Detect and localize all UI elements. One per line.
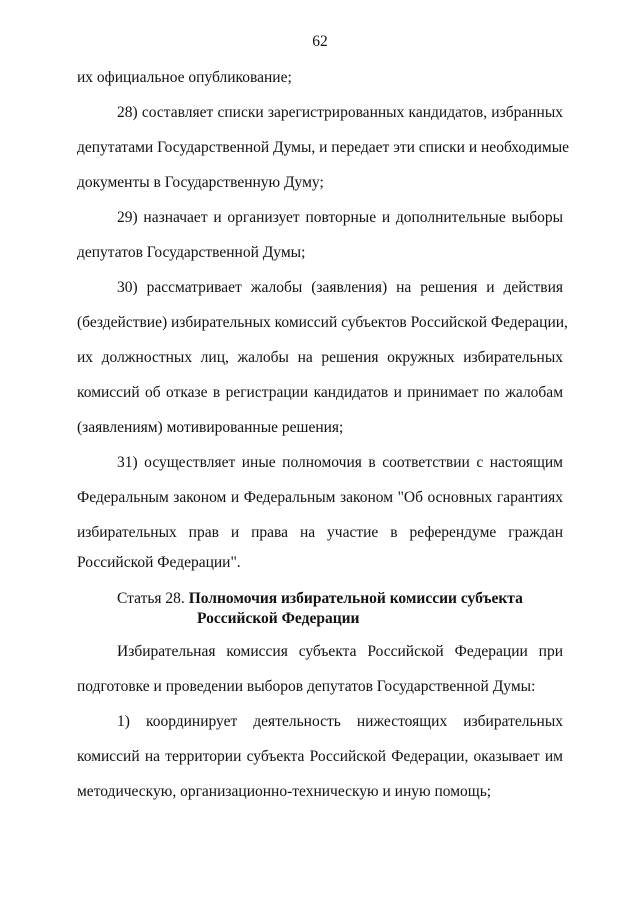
item-29-line-1: 29) назначает и организует повторные и дополнительные выборы [117, 209, 563, 226]
article-number: Статья 28. [117, 590, 185, 607]
item-31-line-4: Российской Федерации". [77, 554, 241, 571]
item-28-line-2: депутатами Государственной Думы, и передает эти списки и необходимые [77, 139, 569, 156]
item-31-line-1: 31) осуществляет иные полномочия в соответствии с настоящим [117, 454, 563, 471]
article-heading [117, 589, 577, 629]
item-28-line-1: 28) составляет списки зарегистрированных кандидатов, избранных [117, 104, 563, 121]
item-31-line-2: Федеральным законом и Федеральным законом "Об основных гарантиях [77, 489, 563, 506]
item-30-line-3: их должностных лиц, жалобы на решения окружных избирательных [77, 349, 563, 366]
text-line: их официальное опубликование; [77, 69, 292, 86]
item-1-line-1: 1) координирует деятельность нижестоящих избирательных [117, 713, 563, 730]
item-29-line-2: депутатов Государственной Думы; [77, 244, 306, 261]
item-30-line-1: 30) рассматривает жалобы (заявления) на решения и действия [117, 279, 563, 296]
article-title-line-1: Полномочия избирательной комиссии субъекта [188, 590, 523, 607]
item-31-line-3: избирательных прав и права на участие в референдуме граждан [77, 524, 563, 541]
item-1-line-2: комиссий на территории субъекта Российской Федерации, оказывает им [77, 748, 563, 765]
page-number: 62 [312, 33, 328, 50]
item-30-line-5: (заявлениям) мотивированные решения; [77, 419, 344, 436]
article-28-intro-line-2: подготовке и проведении выборов депутатов Государственной Думы: [77, 678, 536, 695]
item-28-line-3: документы в Государственную Думу; [77, 174, 324, 191]
article-title-line-2: Российской Федерации [197, 610, 360, 627]
article-28-intro-line-1: Избирательная комиссия субъекта Российской Федерации при [117, 643, 563, 660]
item-1-line-3: методическую, организационно-техническую и иную помощь; [77, 783, 492, 800]
item-30-line-2: (бездействие) избирательных комиссий субъектов Российской Федерации, [77, 314, 568, 331]
item-30-line-4: комиссий об отказе в регистрации кандидатов и принимает по жалобам [77, 384, 563, 401]
